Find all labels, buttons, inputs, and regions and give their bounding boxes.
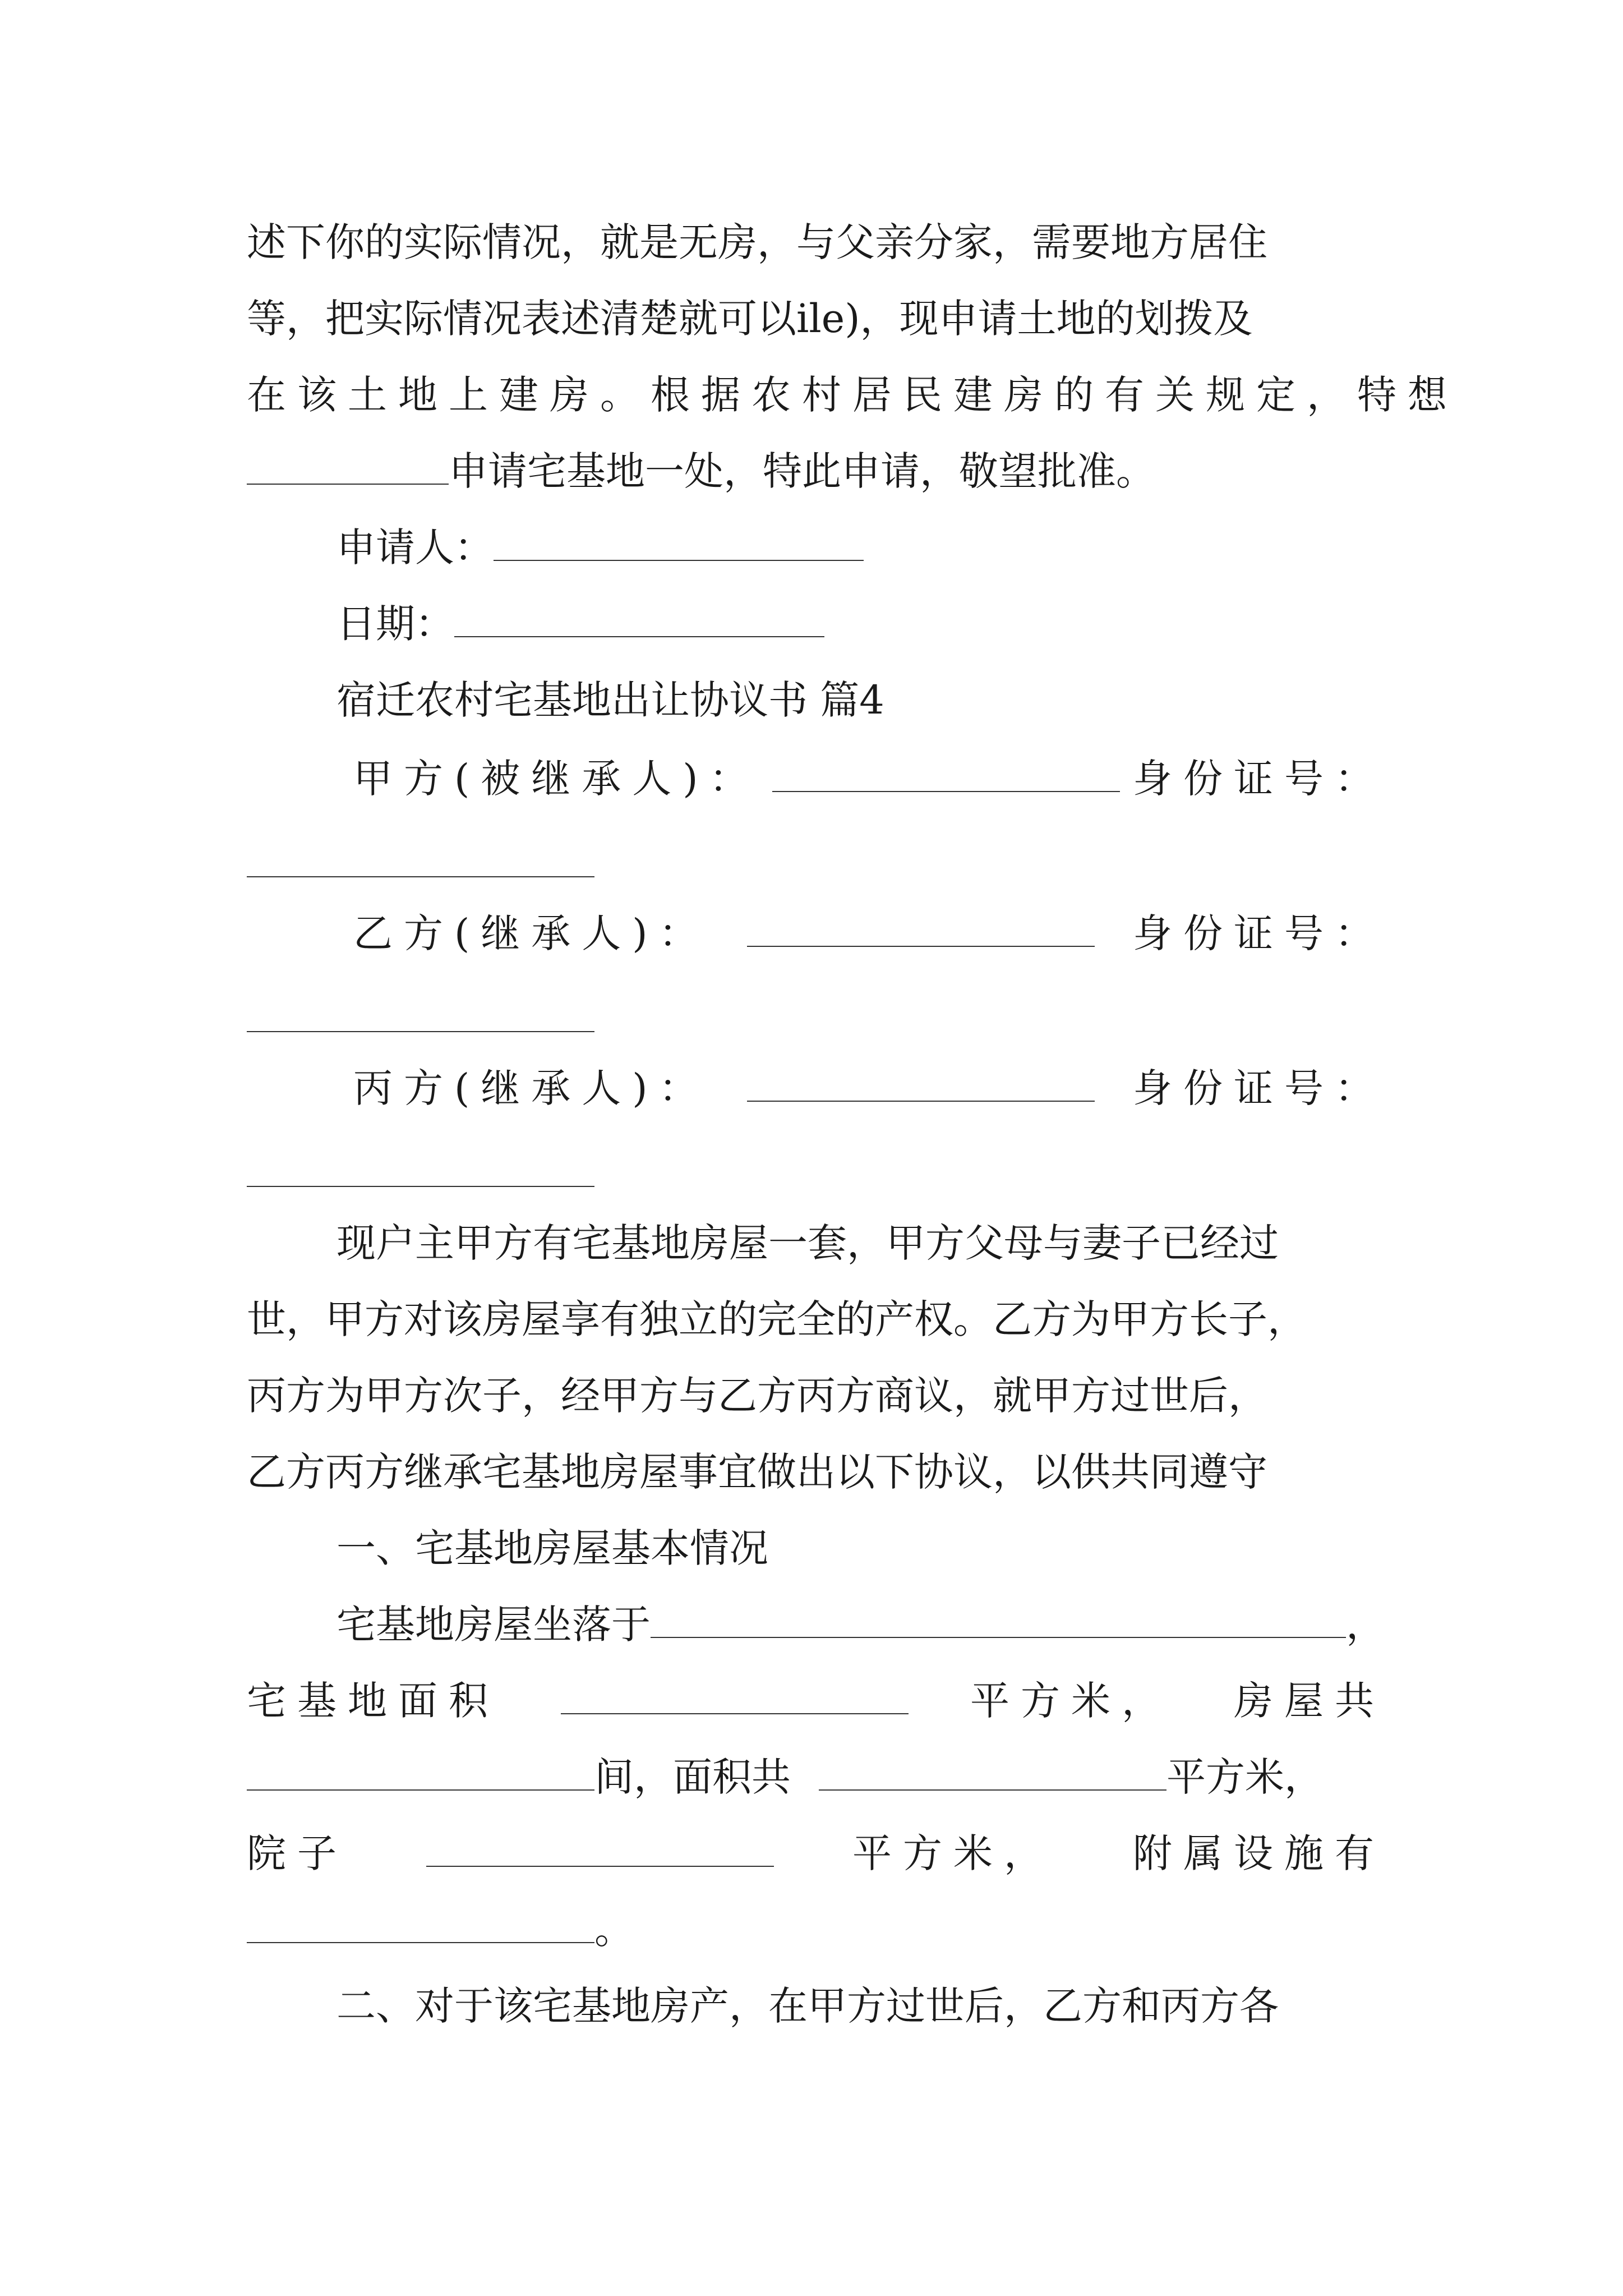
heading-1: 一、宅基地房屋基本情况 bbox=[336, 1525, 768, 1571]
party-b-id-line bbox=[247, 985, 1385, 1052]
intro-line-2: 等，把实际情况表述清楚就可以ile)，现申请土地的划拨及 bbox=[247, 296, 1253, 342]
yard-label: 院子 bbox=[247, 1830, 348, 1876]
party-a-id-blank[interactable] bbox=[247, 843, 594, 877]
facilities-label: 附属设施有 bbox=[1133, 1830, 1385, 1876]
yard-sqm-label: 平方米， bbox=[852, 1830, 1054, 1876]
area-label: 宅基地面积 bbox=[247, 1678, 499, 1724]
facilities-period: 。 bbox=[594, 1907, 634, 1953]
section-title: 宿迁农村宅基地出让协议书 篇4 bbox=[336, 677, 884, 723]
area-sqm-label: 平方米， bbox=[970, 1678, 1172, 1724]
party-b-label: 乙方(继承人)： bbox=[353, 910, 709, 956]
party-b-id-label: 身份证号： bbox=[1133, 910, 1385, 956]
para1-line-4: 乙方丙方继承宅基地房屋事宜做出以下协议，以供共同遵守 bbox=[247, 1449, 1267, 1495]
party-c-id-line bbox=[247, 1140, 1385, 1207]
party-a-label: 甲方(被继承人)： bbox=[353, 756, 760, 802]
party-a-id-line bbox=[247, 830, 1385, 898]
para1-line-3: 丙方为甲方次子，经甲方与乙方丙方商议，就甲方过世后， bbox=[247, 1373, 1267, 1419]
apply-line bbox=[247, 438, 1385, 505]
location-line bbox=[336, 1591, 1385, 1658]
yard-blank[interactable] bbox=[426, 1832, 774, 1867]
intro-line-1: 述下你的实际情况，就是无房，与父亲分家，需要地方居住 bbox=[247, 219, 1267, 265]
party-a-id-label: 身份证号： bbox=[1133, 756, 1385, 802]
heading-2: 二、对于该宅基地房产，在甲方过世后，乙方和丙方各 bbox=[336, 1983, 1279, 2029]
party-c-id-blank[interactable] bbox=[247, 1152, 594, 1187]
location-comma: ， bbox=[1346, 1602, 1385, 1648]
location-label: 宅基地房屋坐落于 bbox=[336, 1602, 651, 1648]
party-b-line bbox=[353, 900, 1385, 967]
yard-line bbox=[247, 1820, 1385, 1887]
date-blank[interactable] bbox=[454, 602, 824, 637]
blank-village[interactable] bbox=[247, 450, 449, 485]
facilities-line bbox=[247, 1896, 1385, 1963]
para1-line-2: 世，甲方对该房屋享有独立的完全的产权。乙方为甲方长子， bbox=[247, 1296, 1307, 1342]
rooms-label: 间，面积共 bbox=[594, 1754, 791, 1800]
applicant-label: 申请人： bbox=[336, 524, 494, 570]
applicant-line bbox=[336, 514, 1475, 581]
rooms-line bbox=[247, 1743, 1385, 1811]
facilities-blank[interactable] bbox=[247, 1908, 594, 1943]
house-total-label: 房屋共 bbox=[1234, 1678, 1385, 1724]
intro-line-3: 在该土地上建房。根据农村居民建房的有关规定，特想 bbox=[247, 372, 1458, 418]
party-b-name-blank[interactable] bbox=[747, 912, 1095, 947]
location-blank[interactable] bbox=[651, 1603, 1346, 1638]
party-c-id-label: 身份证号： bbox=[1133, 1065, 1385, 1111]
area-blank[interactable] bbox=[561, 1680, 909, 1714]
party-a-name-blank[interactable] bbox=[772, 757, 1120, 792]
applicant-blank[interactable] bbox=[494, 526, 864, 561]
party-b-id-blank[interactable] bbox=[247, 997, 594, 1032]
area-line bbox=[247, 1667, 1385, 1734]
para1-line-1: 现户主甲方有宅基地房屋一套，甲方父母与妻子已经过 bbox=[336, 1220, 1279, 1266]
party-c-name-blank[interactable] bbox=[747, 1067, 1095, 1102]
party-a-line bbox=[353, 745, 1385, 812]
house-sqm-label: 平方米， bbox=[1166, 1754, 1324, 1800]
rooms-blank[interactable] bbox=[247, 1756, 594, 1791]
date-label: 日期： bbox=[336, 601, 454, 647]
party-c-line bbox=[353, 1055, 1385, 1122]
date-line bbox=[336, 590, 1475, 657]
party-c-label: 丙方(继承人)： bbox=[353, 1065, 709, 1111]
apply-tail: 申请宅基地一处，特此申请，敬望批准。 bbox=[449, 448, 1155, 494]
house-area-blank[interactable] bbox=[819, 1756, 1166, 1791]
